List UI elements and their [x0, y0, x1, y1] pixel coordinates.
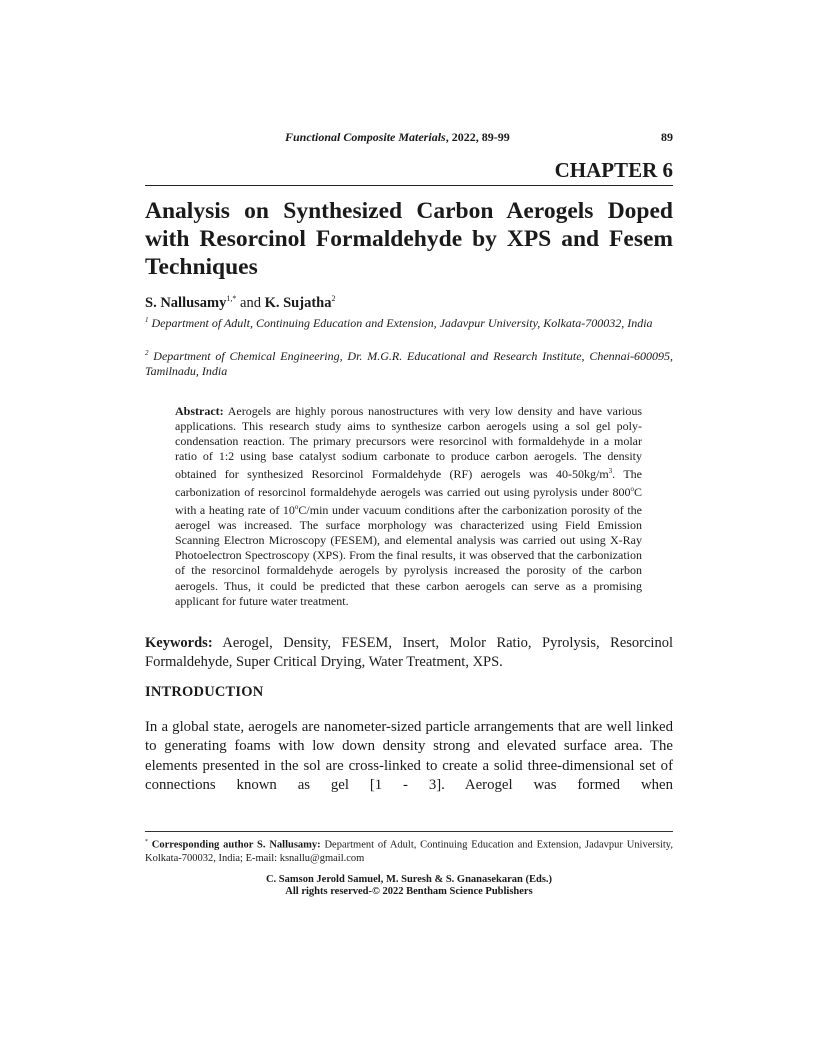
footnote [145, 836, 673, 865]
affiliation-1-text: Department of Adult, Continuing Education and Extension, Jadavpur University, Kolkata-700032, India [148, 316, 653, 330]
journal-title: Functional Composite Materials [285, 130, 446, 144]
abstract-unit-exponent: 3 [608, 467, 613, 476]
abstract-text-2: . The carbonization of resorcinol formaldehyde aerogels was carried out using pyrolysis under 800 [175, 467, 642, 500]
keywords-text: Aerogel, Density, FESEM, Insert, Molor Ratio, Pyrolysis, Resorcinol Formaldehyde, Super Critical Drying, Water Treatment, XPS. [145, 635, 673, 670]
chapter-label: CHAPTER 6 [145, 157, 673, 186]
page-number: 89 [661, 130, 673, 144]
running-head [145, 130, 673, 146]
footnote-marker: * [145, 839, 148, 845]
abstract-label: Abstract: [175, 404, 224, 418]
abstract-text-3: C with a heating rate of 10 [175, 485, 642, 518]
footnote-text: Department of Adult, Continuing Education and Extension, Jadavpur University, Kolkata-700032, India; E-mail: ksnallu@gmail.com [145, 839, 673, 864]
affiliation-2 [145, 346, 673, 379]
author-1-marker: 1,* [226, 294, 237, 303]
abstract-degree-1: o [630, 485, 634, 494]
author-1-name: S. Nallusamy [145, 294, 227, 311]
keywords [145, 634, 673, 671]
footnote-divider [145, 831, 673, 832]
author-2-marker: 2 [331, 294, 336, 303]
publisher-rights: All rights reserved-© 2022 Bentham Science Publishers [285, 886, 533, 897]
abstract [175, 404, 642, 609]
footnote-label: Corresponding author S. Nallusamy: [148, 839, 321, 851]
abstract-degree-2: o [294, 503, 299, 512]
journal-meta: , 2022, 89-99 [445, 130, 510, 144]
publisher-block [145, 874, 673, 898]
introduction-heading: INTRODUCTION [145, 684, 264, 700]
author-2-name: K. Sujatha [264, 294, 332, 311]
affiliation-2-marker: 2 [145, 349, 149, 357]
author-line [145, 290, 673, 312]
abstract-text-1: Aerogels are highly porous nanostructures with very low density and have various applications. This research study aims to synthesize carbon aerogels using a sol gel poly-condensation reaction. The primary precursors were resorcinol with formaldehyde in a molar ratio of 1:2 using base catalyst sodium carbonate to produce carbon aerogels. The density obtained for synthesized Resorcinol Formaldehyde (RF) aerogels was 40-50kg/m [175, 404, 642, 482]
abstract-text-4: C/min under vacuum conditions after the carbonization porosity of the aerogel was increased. The surface morphology was characterized using Field Emission Scanning Electron Microscopy (FESEM), and elemental analysis was carried out using X-Ray Photoelectron Spectroscopy (XPS). From the final results, it was observed that the carbonization of the resorcinol formaldehyde aerogels by pyrolysis increased the porosity of the carbon aerogels. Thus, it could be predicted that these carbon aerogels can serve as a promising applicant for future water treatment. [175, 503, 642, 608]
affiliation-1-marker: 1 [145, 316, 149, 324]
affiliation-2-text: Department of Chemical Engineering, Dr. M.G.R. Educational and Research Institute, Chennai-600095, Tamilnadu, India [145, 349, 673, 378]
journal-citation [285, 130, 510, 145]
keywords-label: Keywords: [145, 635, 213, 651]
author-connector: and [236, 294, 265, 311]
paper-title: Analysis on Synthesized Carbon Aerogels Doped with Resorcinol Formaldehyde by XPS and Fesem Techniques [145, 198, 673, 280]
introduction-text: In a global state, aerogels are nanometer-sized particle arrangements that are well linked to generating foams with low down density strong and elevated surface area. The elements presented in the sol are cross-linked to create a solid three-dimensional set of connections known as gel [1 - 3]. Aerogel was formed when [145, 719, 673, 793]
affiliation-1 [145, 313, 673, 331]
publisher-editors: C. Samson Jerold Samuel, M. Suresh & S. Gnanasekaran (Eds.) [265, 874, 553, 885]
